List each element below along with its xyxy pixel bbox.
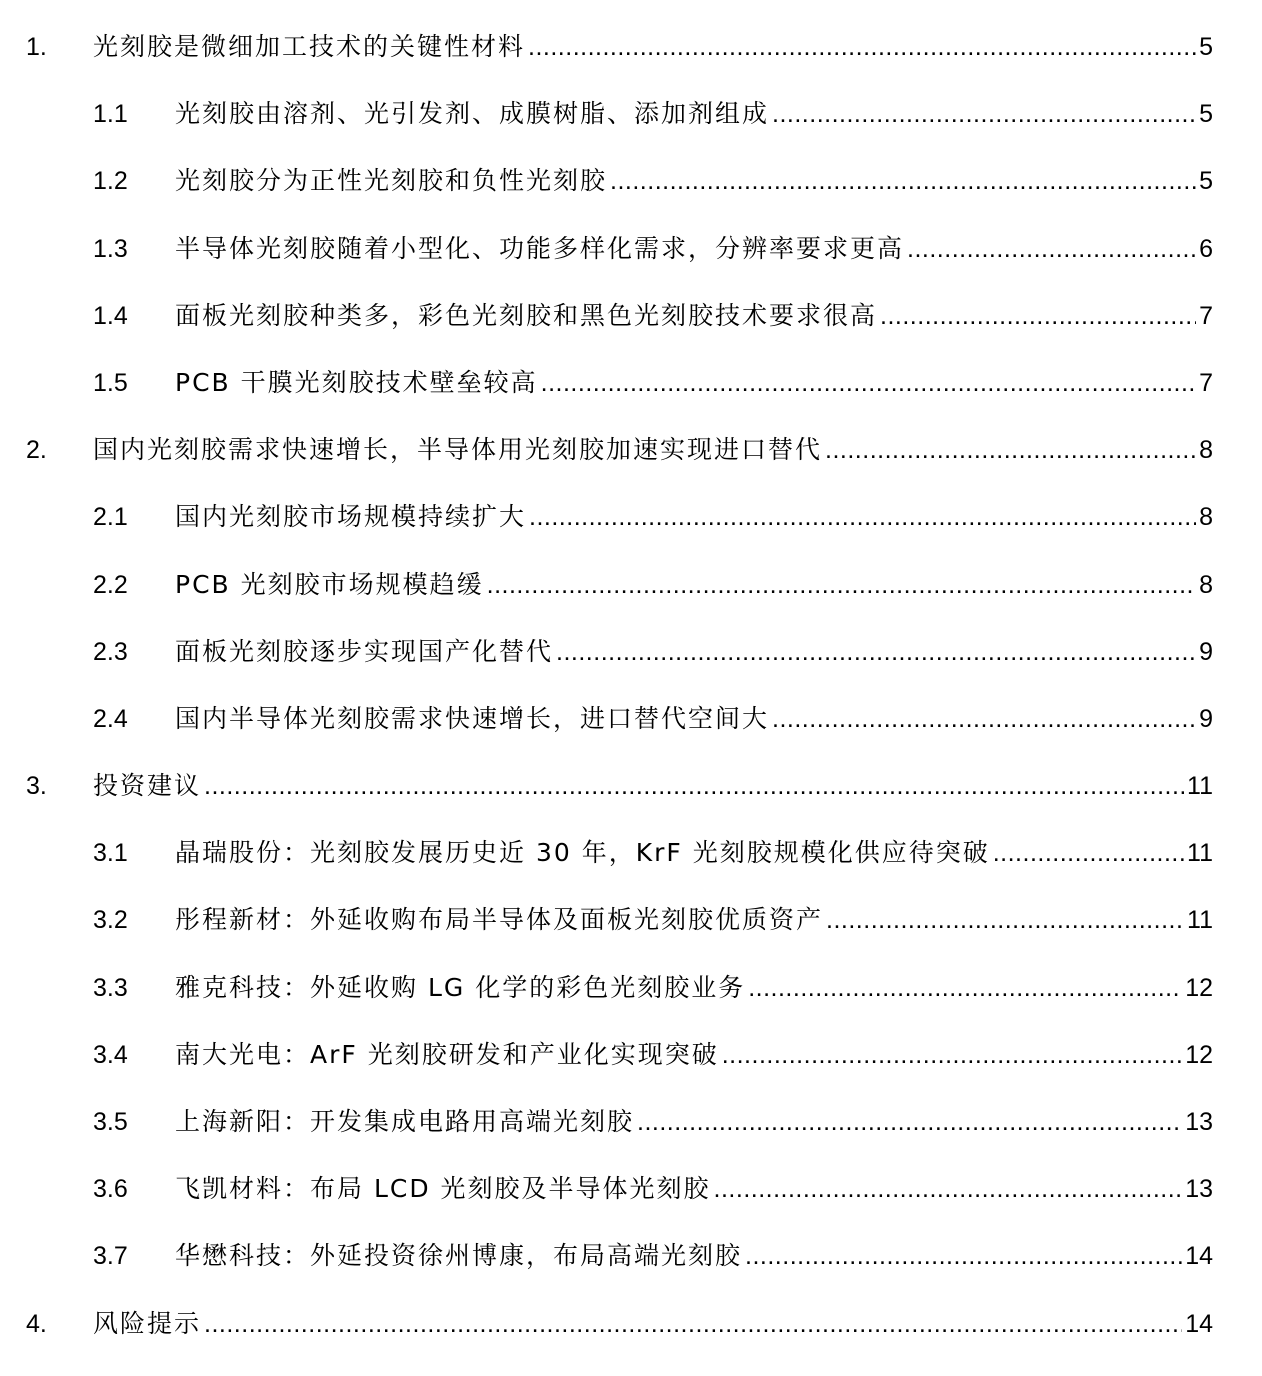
dot-leader	[204, 1291, 1182, 1358]
dot-leader	[541, 350, 1196, 417]
toc-title: PCB 干膜光刻胶技术壁垒较高	[175, 367, 538, 397]
toc-number: 3.5	[93, 1108, 128, 1136]
dot-leader	[204, 753, 1184, 820]
toc-page-number: 7	[1199, 301, 1213, 330]
dot-leader	[528, 14, 1196, 81]
toc-number: 3.	[26, 772, 47, 801]
toc-page-number: 14	[1185, 1242, 1213, 1271]
toc-page-number: 6	[1199, 234, 1213, 263]
toc-title: 投资建议	[93, 771, 202, 801]
toc-title: 光刻胶分为正性光刻胶和负性光刻胶	[175, 166, 608, 196]
toc-entry-3-3[interactable]	[0, 954, 1213, 1021]
toc-number: 2.4	[93, 704, 128, 733]
toc-number: 2.	[26, 436, 47, 465]
dot-leader	[907, 216, 1196, 283]
toc-number: 2.3	[93, 637, 128, 666]
toc-page-number: 7	[1199, 368, 1213, 397]
dot-leader	[748, 955, 1182, 1022]
dot-leader	[745, 1223, 1182, 1290]
toc-title: 面板光刻胶逐步实现国产化替代	[175, 636, 554, 666]
toc-title: 国内光刻胶市场规模持续扩大	[175, 502, 527, 532]
toc-entry-3[interactable]	[0, 752, 1213, 819]
toc-title: 华懋科技：外延投资徐州博康，布局高端光刻胶	[175, 1241, 743, 1271]
dot-leader	[772, 81, 1196, 148]
toc-page-number: 13	[1185, 1108, 1213, 1136]
toc-number: 3.4	[93, 1040, 128, 1069]
toc-title: 南大光电：ArF 光刻胶研发和产业化实现突破	[175, 1039, 719, 1069]
toc-title: 半导体光刻胶随着小型化、功能多样化需求，分辨率要求更高	[175, 233, 905, 263]
toc-number: 1.4	[93, 301, 128, 330]
dot-leader	[826, 887, 1184, 954]
toc-title: 风险提示	[93, 1308, 202, 1338]
dot-leader	[993, 820, 1184, 887]
toc-entry-3-4[interactable]	[0, 1021, 1213, 1088]
toc-title: PCB 光刻胶市场规模趋缓	[175, 569, 484, 599]
toc-page-number: 5	[1199, 167, 1213, 196]
toc-number: 3.6	[93, 1175, 128, 1204]
toc-entry-1-5[interactable]	[0, 349, 1213, 416]
toc-entry-2-1[interactable]	[0, 483, 1213, 550]
toc-page-number: 8	[1199, 503, 1213, 532]
toc-title: 彤程新材：外延收购布局半导体及面板光刻胶优质资产	[175, 905, 824, 935]
toc-number: 1.5	[93, 368, 128, 397]
dot-leader	[722, 1022, 1182, 1089]
toc-number: 1.2	[93, 167, 128, 196]
dot-leader	[556, 619, 1196, 686]
toc-title: 国内光刻胶需求快速增长，半导体用光刻胶加速实现进口替代	[93, 435, 823, 465]
toc-entry-3-5[interactable]	[0, 1088, 1213, 1155]
toc-entry-1-4[interactable]	[0, 282, 1213, 349]
toc-title: 雅克科技：外延收购 LG 化学的彩色光刻胶业务	[175, 972, 746, 1002]
toc-number: 3.3	[93, 973, 128, 1002]
dot-leader	[714, 1156, 1183, 1223]
toc-title: 光刻胶是微细加工技术的关键性材料	[93, 32, 526, 61]
toc-title: 光刻胶由溶剂、光引发剂、成膜树脂、添加剂组成	[175, 99, 770, 129]
toc-title: 晶瑞股份：光刻胶发展历史近 30 年，KrF 光刻胶规模化供应待突破	[175, 838, 990, 868]
toc-page-number: 5	[1199, 100, 1213, 129]
toc-page-number: 14	[1185, 1309, 1213, 1338]
dot-leader	[529, 484, 1196, 551]
toc-title: 国内半导体光刻胶需求快速增长，进口替代空间大	[175, 703, 770, 733]
toc-page-number: 8	[1199, 436, 1213, 465]
toc-number: 2.2	[93, 570, 128, 599]
toc-number: 2.1	[93, 503, 128, 532]
toc-page-number: 12	[1185, 973, 1213, 1002]
toc-title: 上海新阳：开发集成电路用高端光刻胶	[175, 1107, 635, 1136]
toc-title: 面板光刻胶种类多，彩色光刻胶和黑色光刻胶技术要求很高	[175, 300, 878, 330]
toc-number: 1.	[26, 33, 47, 61]
toc-page-number: 11	[1187, 839, 1213, 868]
toc-page-number: 13	[1185, 1175, 1213, 1204]
toc-page-number: 11	[1187, 906, 1213, 935]
toc-entry-1-3[interactable]	[0, 215, 1213, 282]
toc-page-number: 9	[1199, 637, 1213, 666]
toc-entry-3-6[interactable]	[0, 1155, 1213, 1222]
dot-leader	[880, 283, 1196, 350]
toc-entry-1-2[interactable]	[0, 147, 1213, 214]
toc-number: 4.	[26, 1309, 47, 1338]
toc-page-number: 8	[1199, 570, 1213, 599]
toc-entry-3-7[interactable]	[0, 1222, 1213, 1289]
table-of-contents	[0, 13, 1262, 1357]
toc-page-number: 5	[1199, 33, 1213, 61]
toc-entry-3-2[interactable]	[0, 886, 1213, 953]
toc-entry-3-1[interactable]	[0, 819, 1213, 886]
toc-entry-2[interactable]	[0, 416, 1213, 483]
toc-entry-2-4[interactable]	[0, 685, 1213, 752]
toc-page-number: 11	[1187, 772, 1213, 801]
toc-entry-1-1[interactable]	[0, 80, 1213, 147]
toc-entry-2-2[interactable]	[0, 551, 1213, 618]
dot-leader	[487, 552, 1196, 619]
dot-leader	[825, 417, 1196, 484]
toc-entry-2-3[interactable]	[0, 618, 1213, 685]
dot-leader	[610, 148, 1196, 215]
toc-number: 1.3	[93, 234, 128, 263]
toc-number: 1.1	[93, 100, 128, 129]
toc-entry-1[interactable]	[0, 13, 1213, 80]
toc-number: 3.7	[93, 1242, 128, 1271]
toc-number: 3.1	[93, 839, 128, 868]
toc-number: 3.2	[93, 906, 128, 935]
dot-leader	[772, 686, 1196, 753]
toc-page-number: 12	[1185, 1040, 1213, 1069]
dot-leader	[637, 1089, 1182, 1156]
toc-page-number: 9	[1199, 704, 1213, 733]
toc-entry-4[interactable]	[0, 1290, 1213, 1357]
toc-title: 飞凯材料：布局 LCD 光刻胶及半导体光刻胶	[175, 1174, 711, 1204]
